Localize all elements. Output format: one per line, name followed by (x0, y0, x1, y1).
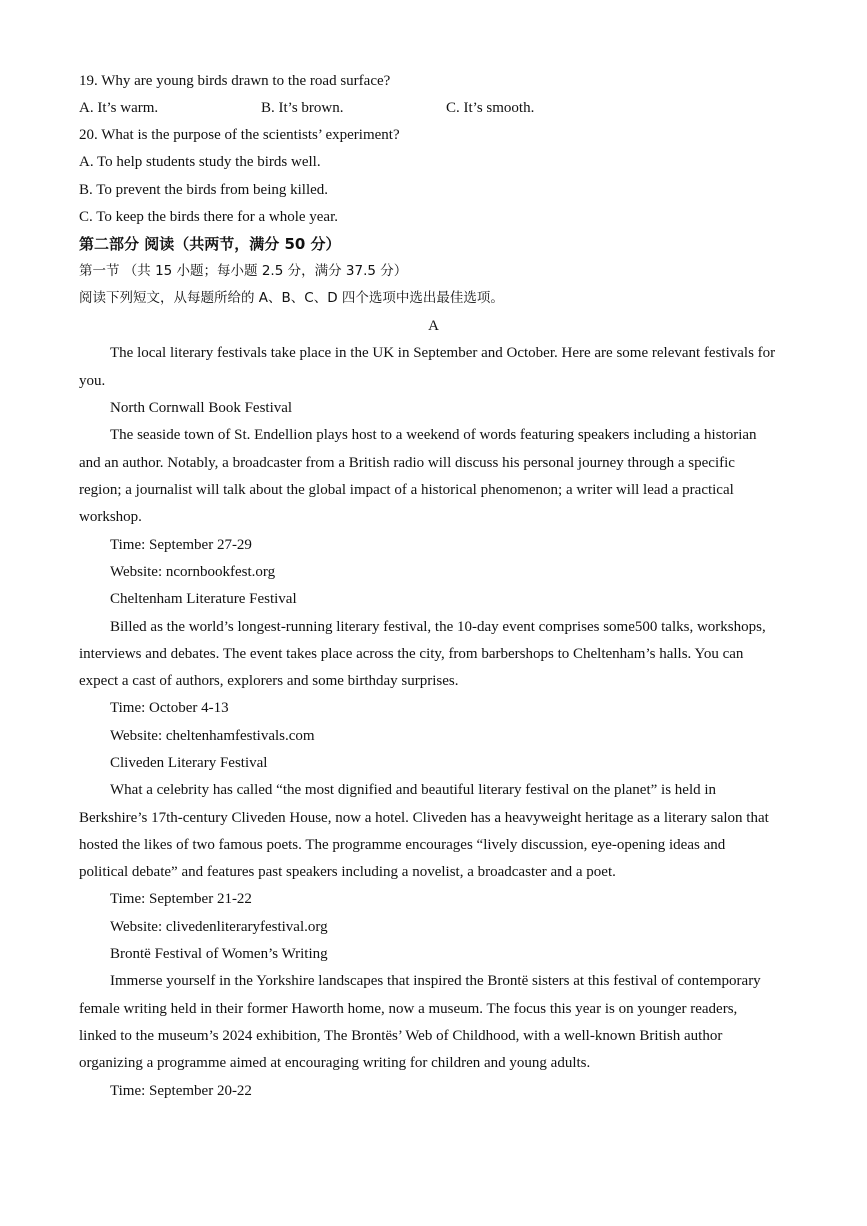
question-19-option-b: B. It’s brown. (261, 100, 344, 116)
festival-2-name: Cheltenham Literature Festival (110, 591, 297, 607)
festival-3-name: Cliveden Literary Festival (110, 755, 268, 771)
question-20-stem: 20. What is the purpose of the scientists’ experiment? (79, 127, 400, 143)
passage-intro-line-2: you. (79, 373, 106, 389)
festival-1-name: North Cornwall Book Festival (110, 400, 293, 416)
festival-4-line-4: organizing a programme aimed at encouraging writing for children and young adults. (79, 1055, 591, 1071)
question-20-option-b: B. To prevent the birds from being killed. (79, 182, 329, 198)
festival-3-website: Website: clivedenliteraryfestival.org (110, 919, 328, 935)
festival-3-line-4: political debate” and features past speakers including a novelist, a broadcaster and a poet. (79, 864, 616, 880)
festival-1-line-4: workshop. (79, 509, 142, 525)
festival-4-line-2: female writing held in their former Haworth home, now a museum. The focus this year is on younger readers, (79, 1001, 738, 1017)
section-instruction: 阅读下列短文，从每题所给的 A、B、C、D 四个选项中选出最佳选项。 (79, 290, 504, 306)
festival-4-line-3: linked to the museum’s 2024 exhibition, The Brontës’ Web of Childhood, with a well-known British author (79, 1028, 723, 1044)
passage-intro-line-1: The local literary festivals take place in the UK in September and October. Here are some relevant festivals for (110, 345, 776, 361)
question-19-option-a: A. It’s warm. (79, 100, 159, 116)
question-20-option-a: A. To help students study the birds well. (79, 154, 321, 170)
festival-4-line-1: Immerse yourself in the Yorkshire landscapes that inspired the Brontë sisters at this festival of contemporary (110, 973, 761, 989)
festival-3-time: Time: September 21-22 (110, 891, 252, 907)
festival-4-name: Brontë Festival of Women’s Writing (110, 946, 328, 962)
section-title: 第二部分 阅读（共两节，满分 50 分） (79, 235, 341, 253)
festival-1-line-3: region; a journalist will talk about the global impact of a historical phenomenon; a writer will lead a practical (79, 482, 734, 498)
festival-1-line-1: The seaside town of St. Endellion plays host to a weekend of words featuring speakers including a historian (110, 427, 757, 443)
festival-2-line-3: expect a cast of authors, explorers and some birthday surprises. (79, 673, 459, 689)
festival-4-time: Time: September 20-22 (110, 1083, 252, 1099)
festival-2-line-2: interviews and debates. The event takes place across the city, from barbershops to Cheltenham’s halls. You can (79, 646, 744, 662)
festival-1-time: Time: September 27-29 (110, 537, 252, 553)
question-19-stem: 19. Why are young birds drawn to the road surface? (79, 73, 391, 89)
passage-letter: A (428, 318, 439, 334)
festival-2-time: Time: October 4-13 (110, 700, 229, 716)
question-19-options (79, 98, 779, 118)
section-subtitle: 第一节 （共 15 小题；每小题 2.5 分，满分 37.5 分） (79, 263, 408, 279)
festival-1-line-2: and an author. Notably, a broadcaster from a British radio will discuss his personal journey through a specific (79, 455, 735, 471)
festival-3-line-1: What a celebrity has called “the most dignified and beautiful literary festival on the planet” is held in (110, 782, 717, 798)
festival-3-line-2: Berkshire’s 17th-century Cliveden House, now a hotel. Cliveden has a heavyweight heritage as a literary salon that (79, 810, 769, 826)
festival-3-line-3: hosted the likes of two famous poets. The programme encourages “lively discussion, eye-opening ideas and (79, 837, 726, 853)
festival-1-website: Website: ncornbookfest.org (110, 564, 276, 580)
festival-2-website: Website: cheltenhamfestivals.com (110, 728, 315, 744)
question-20-option-c: C. To keep the birds there for a whole year. (79, 209, 339, 225)
festival-2-line-1: Billed as the world’s longest-running literary festival, the 10-day event comprises some500 talks, workshops, (110, 619, 766, 635)
question-19-option-c: C. It’s smooth. (446, 100, 535, 116)
